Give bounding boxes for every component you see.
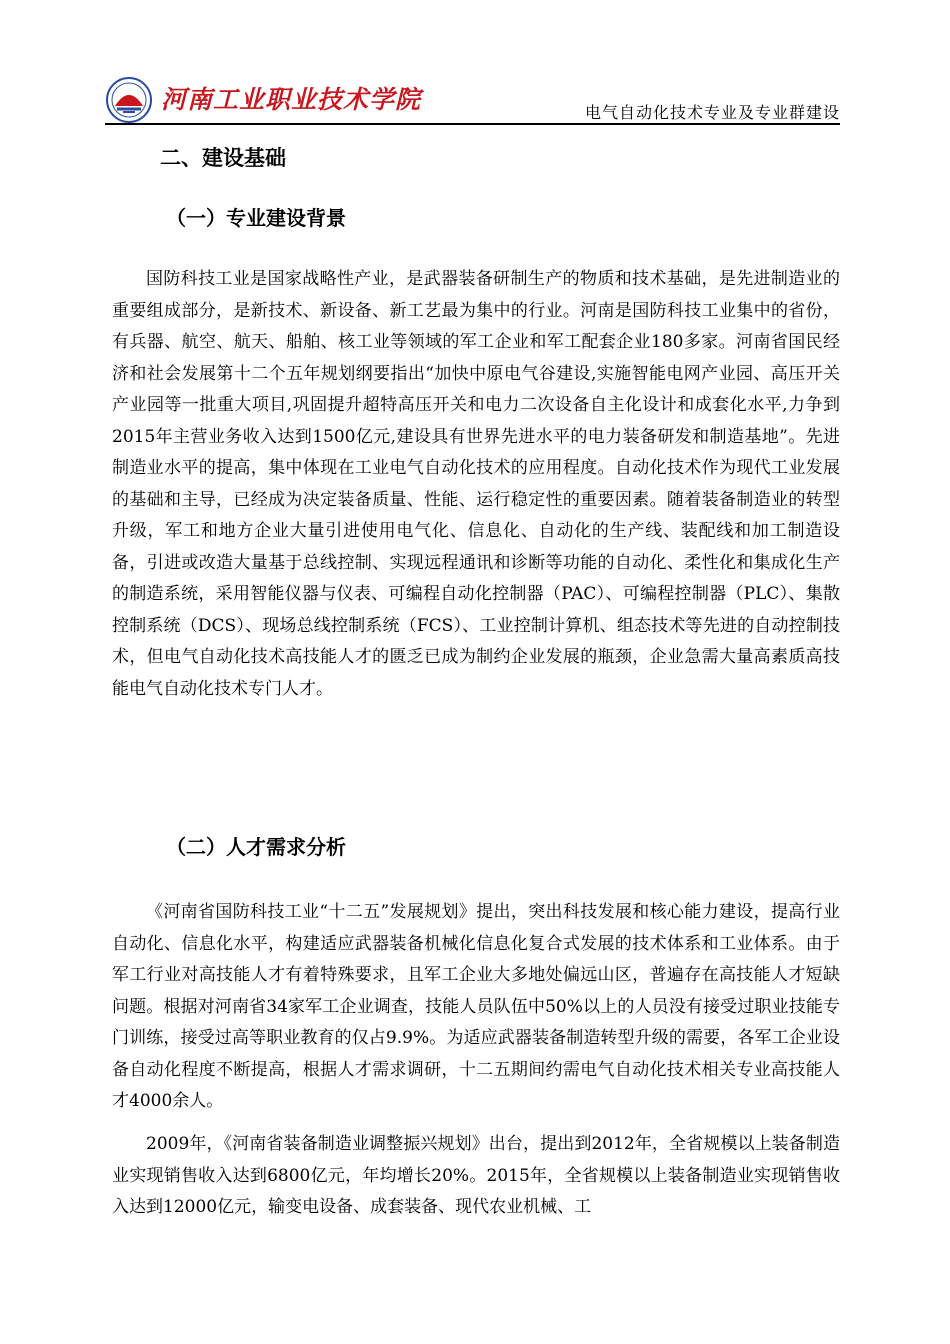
school-emblem-icon <box>105 76 153 124</box>
subsection-heading-1: （一）专业建设背景 <box>166 206 346 230</box>
header-divider <box>105 123 840 125</box>
section-heading: 二、建设基础 <box>160 146 286 170</box>
paragraph-background: 国防科技工业是国家战略性产业，是武器装备研制生产的物质和技术基础，是先进制造业的重要组成部分，是新技术、新设备、新工艺最为集中的行业。河南是国防科技工业集中的省份，有兵器、航空、航天、船舶、核工业等领域的军工企业和军工配套企业180多家。河南省国民经济和社会发展第十二个五年规划纲要指出“加快中原电气谷建设,实施智能电网产业园、高压开关产业园等一批重大项目,巩固提升超特高压开关和电力二次设备自主化设计和成套化水平,力争到2015年主营业务收入达到1500亿元,建设具有世界先进水平的电力装备研发和制造基地”。先进制造业水平的提高，集中体现在工业电气自动化技术的应用程度。自动化技术作为现代工业发展的基础和主导，已经成为决定装备质量、性能、运行稳定性的重要因素。随着装备制造业的转型升级，军工和地方企业大量引进使用电气化、信息化、自动化的生产线、装配线和加工制造设备，引进或改造大量基于总线控制、实现远程通讯和诊断等功能的自动化、柔性化和集成化生产的制造系统，采用智能仪器与仪表、可编程自动化控制器（PAC）、可编程控制器（PLC）、集散控制系统（DCS）、现场总线控制系统（FCS）、工业控制计算机、组态技术等先进的自动控制技术，但电气自动化技术高技能人才的匮乏已成为制约企业发展的瓶颈，企业急需大量高素质高技能电气自动化技术专门人才。 <box>112 269 840 699</box>
school-name-logo: 河南工业职业技术学院 <box>161 85 422 114</box>
paragraph-demand-1: 《河南省国防科技工业“十二五”发展规划》提出，突出科技发展和核心能力建设，提高行业自动化、信息化水平，构建适应武器装备机械化信息化复合式发展的技术体系和工业体系。由于军工行业对高技能人才有着特殊要求，且军工企业大多地处偏远山区，普遍存在高技能人才短缺问题。根据对河南省34家军工企业调查，技能人员队伍中50%以上的人员没有接受过职业技能专门训练，接受过高等职业教育的仅占9.9%。为适应武器装备制造转型升级的需要，各军工企业设备自动化程度不断提高，根据人才需求调研，十二五期间约需电气自动化技术相关专业高技能人才4000余人。 <box>112 902 840 1111</box>
page-header <box>105 70 840 126</box>
paragraph-demand-2: 2009年，《河南省装备制造业调整振兴规划》出台，提出到2012年，全省规模以上装备制造业实现销售收入达到6800亿元，年均增长20%。2015年，全省规模以上装备制造业实现销售收入达到12000亿元，输变电设备、成套装备、现代农业机械、工 <box>112 1134 840 1217</box>
document-title: 电气自动化技术专业及专业群建设 <box>584 103 840 122</box>
subsection-heading-2: （二）人才需求分析 <box>166 835 346 859</box>
